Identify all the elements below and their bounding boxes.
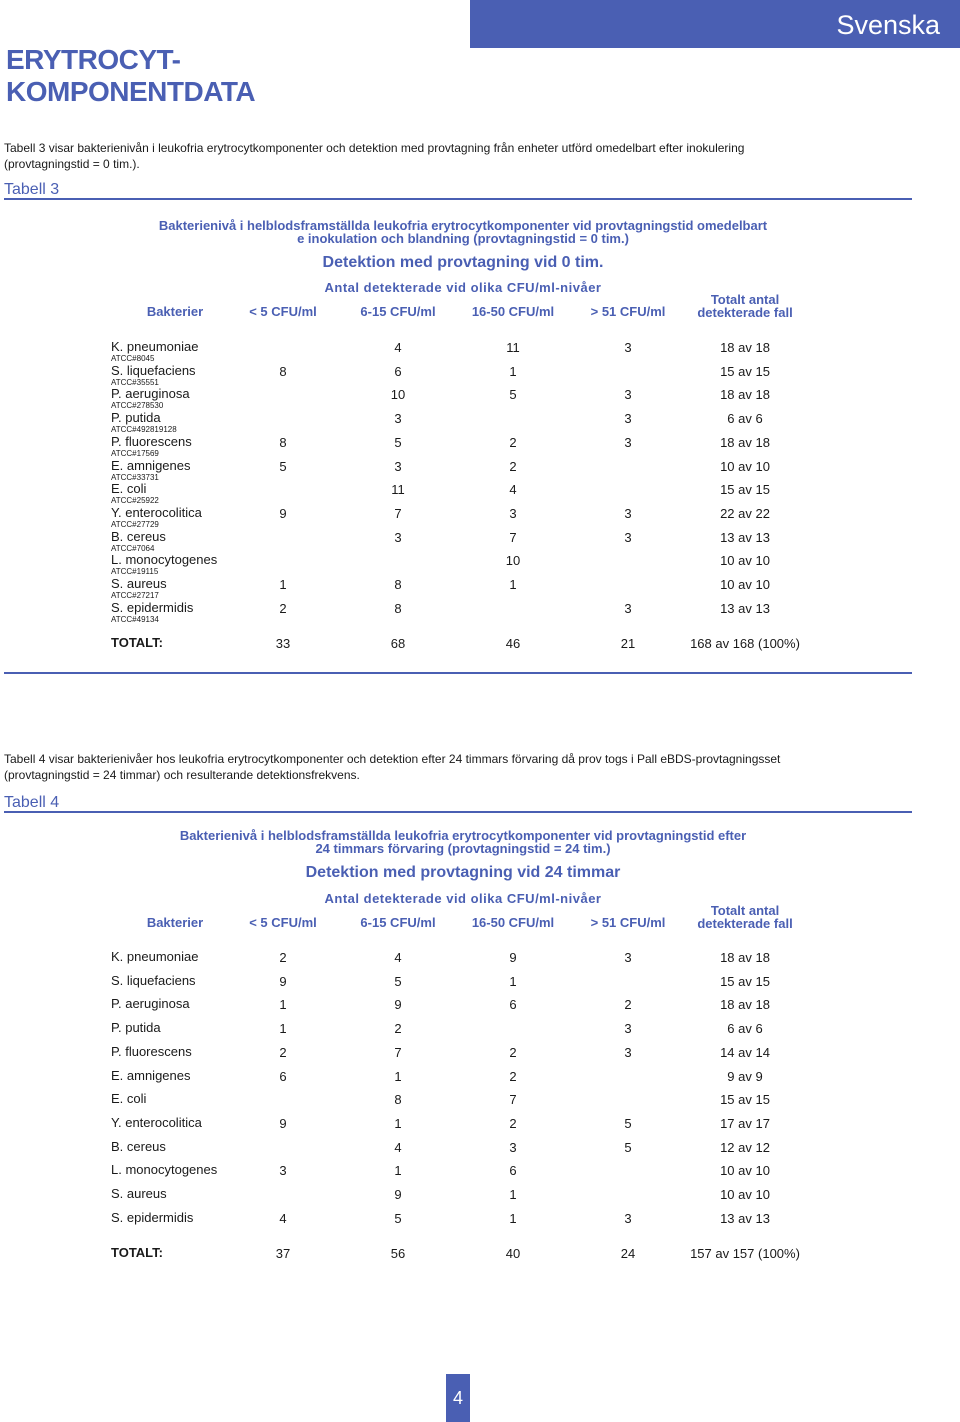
table3-title-line-2: e inokulation och blandning (provtagningstid = 0 tim.) [297, 231, 629, 246]
cell-c2: 4 [394, 340, 402, 355]
cell-c1: 2 [279, 950, 287, 965]
atcc-code: ATCC#492819128 [111, 425, 177, 435]
bacteria-name: P. aeruginosa [111, 996, 190, 1012]
bacteria-name: Y. enterocolitica [111, 504, 202, 520]
cell-c3: 2 [509, 1044, 517, 1060]
cell-total: 13 av 13 [720, 529, 770, 545]
document-title-line-1: ERYTROCYT- [6, 44, 181, 75]
column-header-total [675, 904, 815, 930]
column-header: 6-15 CFU/ml [360, 915, 436, 930]
cell-c2: 7 [394, 505, 402, 521]
table3-subtitle: Detektion med provtagning vid 0 tim. [322, 254, 604, 271]
cell-c2: 5 [394, 434, 402, 450]
cell-total: 15 av 15 [720, 482, 770, 498]
cell-c3: 2 [509, 1115, 517, 1131]
language-tab: Svenska [470, 0, 960, 48]
cell-c2: 10 [390, 387, 406, 403]
column-header: 16-50 CFU/ml [471, 304, 555, 319]
cell-c1: 8 [279, 434, 287, 450]
cell-c4: 5 [624, 1139, 632, 1155]
cell-c1: 2 [279, 1044, 287, 1060]
cell-c2: 5 [394, 1210, 402, 1226]
bacteria-name: E. coli [111, 1091, 147, 1107]
cell-c3: 7 [509, 529, 517, 545]
atcc-code: ATCC#8045 [111, 354, 155, 363]
cell-c3: 4 [509, 482, 517, 498]
atcc-code: ATCC#17569 [111, 448, 159, 458]
bacteria-name: B. cereus [111, 1138, 166, 1154]
cell-c2: 6 [394, 363, 402, 379]
cell-total: 18 av 18 [720, 997, 770, 1013]
table3-title [130, 219, 796, 245]
totals-c3: 46 [505, 636, 521, 651]
document-title-line-2: KOMPONENTDATA [6, 76, 256, 107]
atcc-code: ATCC#27729 [111, 519, 159, 529]
atcc-code: ATCC#49134 [111, 614, 159, 624]
cell-c3: 1 [509, 973, 517, 989]
cell-c2: 11 [391, 482, 405, 498]
totals-c1: 33 [275, 636, 291, 651]
bacteria-name: S. liquefaciens [111, 362, 196, 378]
totals-label: TOTALT: [111, 1245, 163, 1260]
table4-top-rule [4, 811, 912, 813]
bacteria-name: E. amnigenes [111, 457, 191, 473]
cell-c1: 1 [279, 1021, 287, 1037]
cell-c2: 3 [394, 458, 402, 474]
cell-total: 18 av 18 [720, 340, 770, 355]
atcc-code: ATCC#19115 [111, 567, 159, 577]
cell-c4: 3 [624, 600, 632, 616]
cell-total: 15 av 15 [720, 363, 770, 379]
bacteria-name: P. putida [111, 410, 161, 426]
cell-c4: 3 [624, 529, 632, 545]
bacteria-name: S. aureus [111, 1186, 167, 1201]
cell-c4: 2 [624, 997, 632, 1013]
cell-total: 22 av 22 [720, 505, 770, 521]
cell-c2: 3 [394, 411, 402, 427]
atcc-code: ATCC#278530 [111, 401, 164, 411]
column-header: Bakterier [146, 304, 204, 319]
cell-c3: 1 [509, 1210, 517, 1226]
cell-c2: 8 [394, 577, 402, 592]
totals-total: 168 av 168 (100%) [690, 636, 800, 651]
cell-c2: 1 [394, 1068, 402, 1084]
cell-c2: 9 [394, 1187, 402, 1202]
cell-c4: 3 [624, 1044, 632, 1060]
totals-c3: 40 [505, 1246, 521, 1261]
column-header-total-line: detekterade fall [697, 916, 793, 931]
table4-subtitle: Detektion med provtagning vid 24 timmar [305, 864, 621, 881]
cell-c2: 4 [394, 1139, 402, 1155]
cell-c3: 1 [509, 577, 517, 592]
cell-c4: 3 [624, 434, 632, 450]
cell-c1: 1 [279, 997, 287, 1013]
cell-c3: 6 [509, 1163, 517, 1179]
cell-c4: 3 [624, 505, 632, 521]
bacteria-name: S. epidermidis [111, 1209, 194, 1225]
cell-total: 10 av 10 [720, 458, 770, 474]
cell-c3: 2 [509, 1068, 517, 1084]
cell-c4: 3 [624, 1210, 632, 1226]
totals-c1: 37 [275, 1246, 291, 1261]
cell-c1: 6 [279, 1068, 287, 1084]
table3-top-rule [4, 198, 912, 200]
cell-c2: 1 [394, 1115, 402, 1131]
column-header-total-line: Totalt antal [710, 903, 780, 918]
cell-c3: 1 [509, 363, 517, 379]
column-header-total [675, 293, 815, 319]
cell-total: 17 av 17 [720, 1115, 770, 1131]
document-title [6, 44, 255, 108]
cell-c2: 1 [394, 1163, 402, 1179]
cell-c2: 5 [394, 973, 402, 989]
cell-c3: 3 [509, 505, 517, 521]
cell-total: 10 av 10 [720, 1163, 770, 1179]
column-header: Bakterier [146, 915, 204, 930]
cell-total: 18 av 18 [720, 387, 770, 403]
table4-subtitle-2: Antal detekterade vid olika CFU/ml-nivåer [324, 891, 602, 906]
cell-total: 15 av 15 [720, 973, 770, 989]
cell-c4: 3 [624, 411, 632, 427]
atcc-code: ATCC#35551 [111, 377, 159, 387]
bacteria-name: Y. enterocolitica [111, 1114, 202, 1130]
table4-title-line-1: Bakterienivå i helblodsframställda leukofria erytrocytkomponenter vid provtagningstid efter [179, 828, 747, 843]
cell-c4: 5 [624, 1115, 632, 1131]
cell-c3: 3 [509, 1139, 517, 1155]
page-number: 4 [446, 1374, 470, 1422]
totals-c4: 21 [620, 636, 636, 651]
atcc-code: ATCC#27217 [111, 591, 159, 600]
cell-c4: 3 [624, 340, 632, 355]
cell-c4: 3 [624, 1021, 632, 1037]
cell-c4: 3 [624, 387, 632, 403]
column-header-total-line: detekterade fall [697, 305, 793, 320]
cell-c3: 9 [509, 950, 517, 965]
cell-c3: 2 [509, 458, 517, 474]
cell-c3: 7 [509, 1092, 517, 1108]
column-header: > 51 CFU/ml [590, 915, 666, 930]
table3-label: Tabell 3 [4, 181, 60, 198]
cell-c2: 7 [394, 1044, 402, 1060]
atcc-code: ATCC#25922 [111, 496, 159, 506]
bacteria-name: B. cereus [111, 528, 166, 544]
totals-total: 157 av 157 (100%) [690, 1246, 800, 1261]
cell-total: 13 av 13 [720, 1210, 770, 1226]
table4-label: Tabell 4 [4, 794, 60, 811]
cell-c4: 3 [624, 950, 632, 965]
cell-total: 9 av 9 [727, 1068, 763, 1084]
bacteria-name: P. fluorescens [111, 1043, 192, 1059]
bacteria-name: L. monocytogenes [111, 552, 218, 568]
cell-c2: 8 [394, 1092, 402, 1108]
cell-total: 10 av 10 [720, 553, 770, 569]
atcc-code: ATCC#33731 [111, 472, 159, 482]
cell-c2: 9 [394, 997, 402, 1013]
bacteria-name: L. monocytogenes [111, 1162, 218, 1178]
table3-intro: Tabell 3 visar bakterienivån i leukofria erytrocytkomponenter och detektion med provtagning från enheter utförd omedelbart efter inokulering (provtagningstid = 0 tim.). [4, 141, 745, 171]
cell-total: 13 av 13 [720, 600, 770, 616]
bacteria-name: P. fluorescens [111, 433, 192, 449]
cell-c1: 1 [279, 577, 287, 592]
cell-total: 10 av 10 [720, 1187, 770, 1202]
cell-total: 12 av 12 [720, 1139, 770, 1155]
totals-c4: 24 [620, 1246, 636, 1261]
bacteria-name: P. aeruginosa [111, 386, 190, 402]
cell-c3: 1 [509, 1187, 517, 1202]
totals-label: TOTALT: [111, 635, 163, 650]
bacteria-name: S. liquefaciens [111, 972, 196, 988]
bacteria-name: E. amnigenes [111, 1067, 191, 1083]
cell-c1: 9 [279, 973, 287, 989]
atcc-code: ATCC#7064 [111, 543, 155, 553]
cell-total: 18 av 18 [720, 950, 770, 965]
cell-c2: 4 [394, 950, 402, 965]
cell-total: 18 av 18 [720, 434, 770, 450]
column-header: < 5 CFU/ml [249, 915, 317, 930]
cell-c1: 2 [279, 600, 287, 616]
cell-c2: 8 [394, 600, 402, 616]
bacteria-name: S. epidermidis [111, 599, 194, 615]
bacteria-name: E. coli [111, 481, 147, 497]
column-header: 16-50 CFU/ml [471, 915, 555, 930]
table3-bottom-rule [4, 672, 912, 674]
cell-c1: 9 [279, 1115, 287, 1131]
cell-c3: 11 [506, 340, 520, 355]
column-header: < 5 CFU/ml [249, 304, 317, 319]
table4-intro: Tabell 4 visar bakterienivåer hos leukofria erytrocytkomponenter och detektion efter 24 timmars förvaring då prov togs i Pall eBDS-provtagningsset (provtagningstid = 24 timmar) och resulterande detektionsfrekvens. [4, 752, 781, 782]
cell-c1: 8 [279, 363, 287, 379]
bacteria-name: K. pneumoniae [111, 339, 199, 354]
column-header: 6-15 CFU/ml [360, 304, 436, 319]
cell-c2: 3 [394, 529, 402, 545]
cell-c3: 6 [509, 997, 517, 1013]
table4-title-line-2: 24 timmars förvaring (provtagningstid = 24 tim.) [315, 841, 611, 856]
bacteria-name: P. putida [111, 1020, 161, 1036]
cell-c1: 5 [279, 458, 287, 474]
cell-c3: 5 [509, 387, 517, 403]
cell-c3: 10 [505, 553, 521, 569]
cell-total: 6 av 6 [727, 1021, 763, 1037]
table3-title-line-1: Bakterienivå i helblodsframställda leukofria erytrocytkomponenter vid provtagningstid omedelbart [158, 218, 768, 233]
cell-c2: 2 [394, 1021, 402, 1037]
totals-c2: 56 [390, 1246, 406, 1261]
bacteria-name: S. aureus [111, 576, 167, 591]
bacteria-name: K. pneumoniae [111, 949, 199, 964]
cell-c3: 2 [509, 434, 517, 450]
totals-c2: 68 [390, 636, 406, 651]
cell-c1: 3 [279, 1163, 287, 1179]
table3-subtitle-2: Antal detekterade vid olika CFU/ml-nivåer [324, 280, 602, 295]
table4-title [130, 829, 796, 855]
cell-total: 10 av 10 [720, 577, 770, 592]
cell-total: 14 av 14 [720, 1044, 770, 1060]
cell-c1: 9 [279, 505, 287, 521]
column-header-total-line: Totalt antal [710, 292, 780, 307]
cell-c1: 4 [279, 1210, 287, 1226]
cell-total: 6 av 6 [727, 411, 763, 427]
column-header: > 51 CFU/ml [590, 304, 666, 319]
cell-total: 15 av 15 [720, 1092, 770, 1108]
